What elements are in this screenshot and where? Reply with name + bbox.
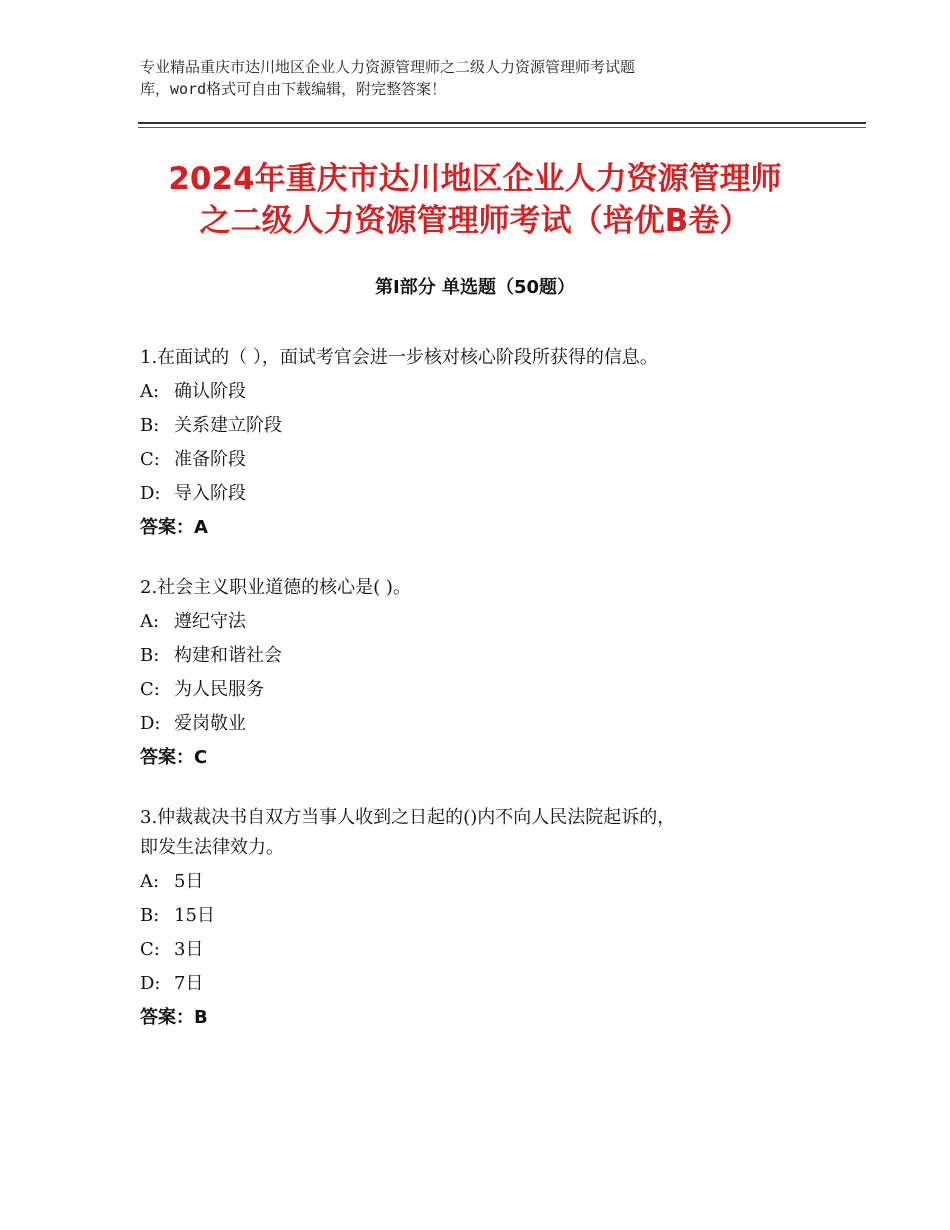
question-stem-line: 即发生法律效力。 bbox=[140, 837, 284, 858]
option-key: B: bbox=[140, 415, 160, 436]
option-text: 15日 bbox=[174, 905, 215, 926]
option-d bbox=[140, 479, 820, 509]
question-list bbox=[140, 343, 820, 1063]
header-divider-thick bbox=[138, 122, 866, 124]
option-a bbox=[140, 867, 820, 897]
option-key: C: bbox=[140, 939, 160, 960]
answer-line: 答案：B bbox=[140, 1007, 208, 1028]
option-d bbox=[140, 709, 820, 739]
question-stem: 2.社会主义职业道德的核心是( )。 bbox=[140, 577, 411, 598]
option-text: 关系建立阶段 bbox=[174, 415, 282, 436]
option-key: B: bbox=[140, 905, 160, 926]
option-d bbox=[140, 969, 820, 999]
option-key: C: bbox=[140, 449, 160, 470]
option-text: 准备阶段 bbox=[174, 449, 246, 470]
option-b bbox=[140, 901, 820, 931]
question-item bbox=[140, 573, 820, 773]
option-key: D: bbox=[140, 713, 161, 734]
option-text: 确认阶段 bbox=[174, 381, 246, 402]
option-key: B: bbox=[140, 645, 160, 666]
question-stem bbox=[140, 803, 820, 863]
option-text: 3日 bbox=[174, 939, 204, 960]
option-key: D: bbox=[140, 483, 161, 504]
answer-line: 答案：C bbox=[140, 747, 208, 768]
option-c bbox=[140, 935, 820, 965]
option-key: A: bbox=[140, 381, 160, 402]
option-text: 为人民服务 bbox=[174, 679, 264, 700]
option-text: 爱岗敬业 bbox=[174, 713, 246, 734]
option-text: 7日 bbox=[174, 973, 204, 994]
option-text: 导入阶段 bbox=[174, 483, 246, 504]
header-note-line: 专业精品重庆市达川地区企业人力资源管理师之二级人力资源管理师考试题 bbox=[140, 58, 636, 76]
header-note bbox=[140, 56, 820, 100]
option-key: A: bbox=[140, 871, 160, 892]
header-note-line: 库，word格式可自由下载编辑，附完整答案！ bbox=[140, 80, 447, 98]
question-item bbox=[140, 343, 820, 543]
option-text: 5日 bbox=[174, 871, 204, 892]
answer-line: 答案：A bbox=[140, 517, 208, 538]
option-a bbox=[140, 377, 820, 407]
option-key: A: bbox=[140, 611, 160, 632]
option-c bbox=[140, 445, 820, 475]
option-a bbox=[140, 607, 820, 637]
option-c bbox=[140, 675, 820, 705]
option-b bbox=[140, 641, 820, 671]
option-key: D: bbox=[140, 973, 161, 994]
option-key: C: bbox=[140, 679, 160, 700]
header-divider-thin bbox=[138, 127, 866, 128]
option-text: 构建和谐社会 bbox=[174, 645, 282, 666]
question-stem-line: 3.仲裁裁决书自双方当事人收到之日起的()内不向人民法院起诉的， bbox=[140, 807, 676, 828]
option-text: 遵纪守法 bbox=[174, 611, 246, 632]
option-b bbox=[140, 411, 820, 441]
document-title-line: 2024年重庆市达川地区企业人力资源管理师 bbox=[168, 161, 782, 197]
document-title-line: 之二级人力资源管理师考试（培优B卷） bbox=[199, 203, 751, 239]
question-stem: 1.在面试的（ ），面试考官会进一步核对核心阶段所获得的信息。 bbox=[140, 347, 658, 368]
question-item bbox=[140, 803, 820, 1033]
document-title bbox=[120, 158, 830, 242]
section-title: 第Ⅰ部分 单选题（50题） bbox=[374, 277, 575, 298]
